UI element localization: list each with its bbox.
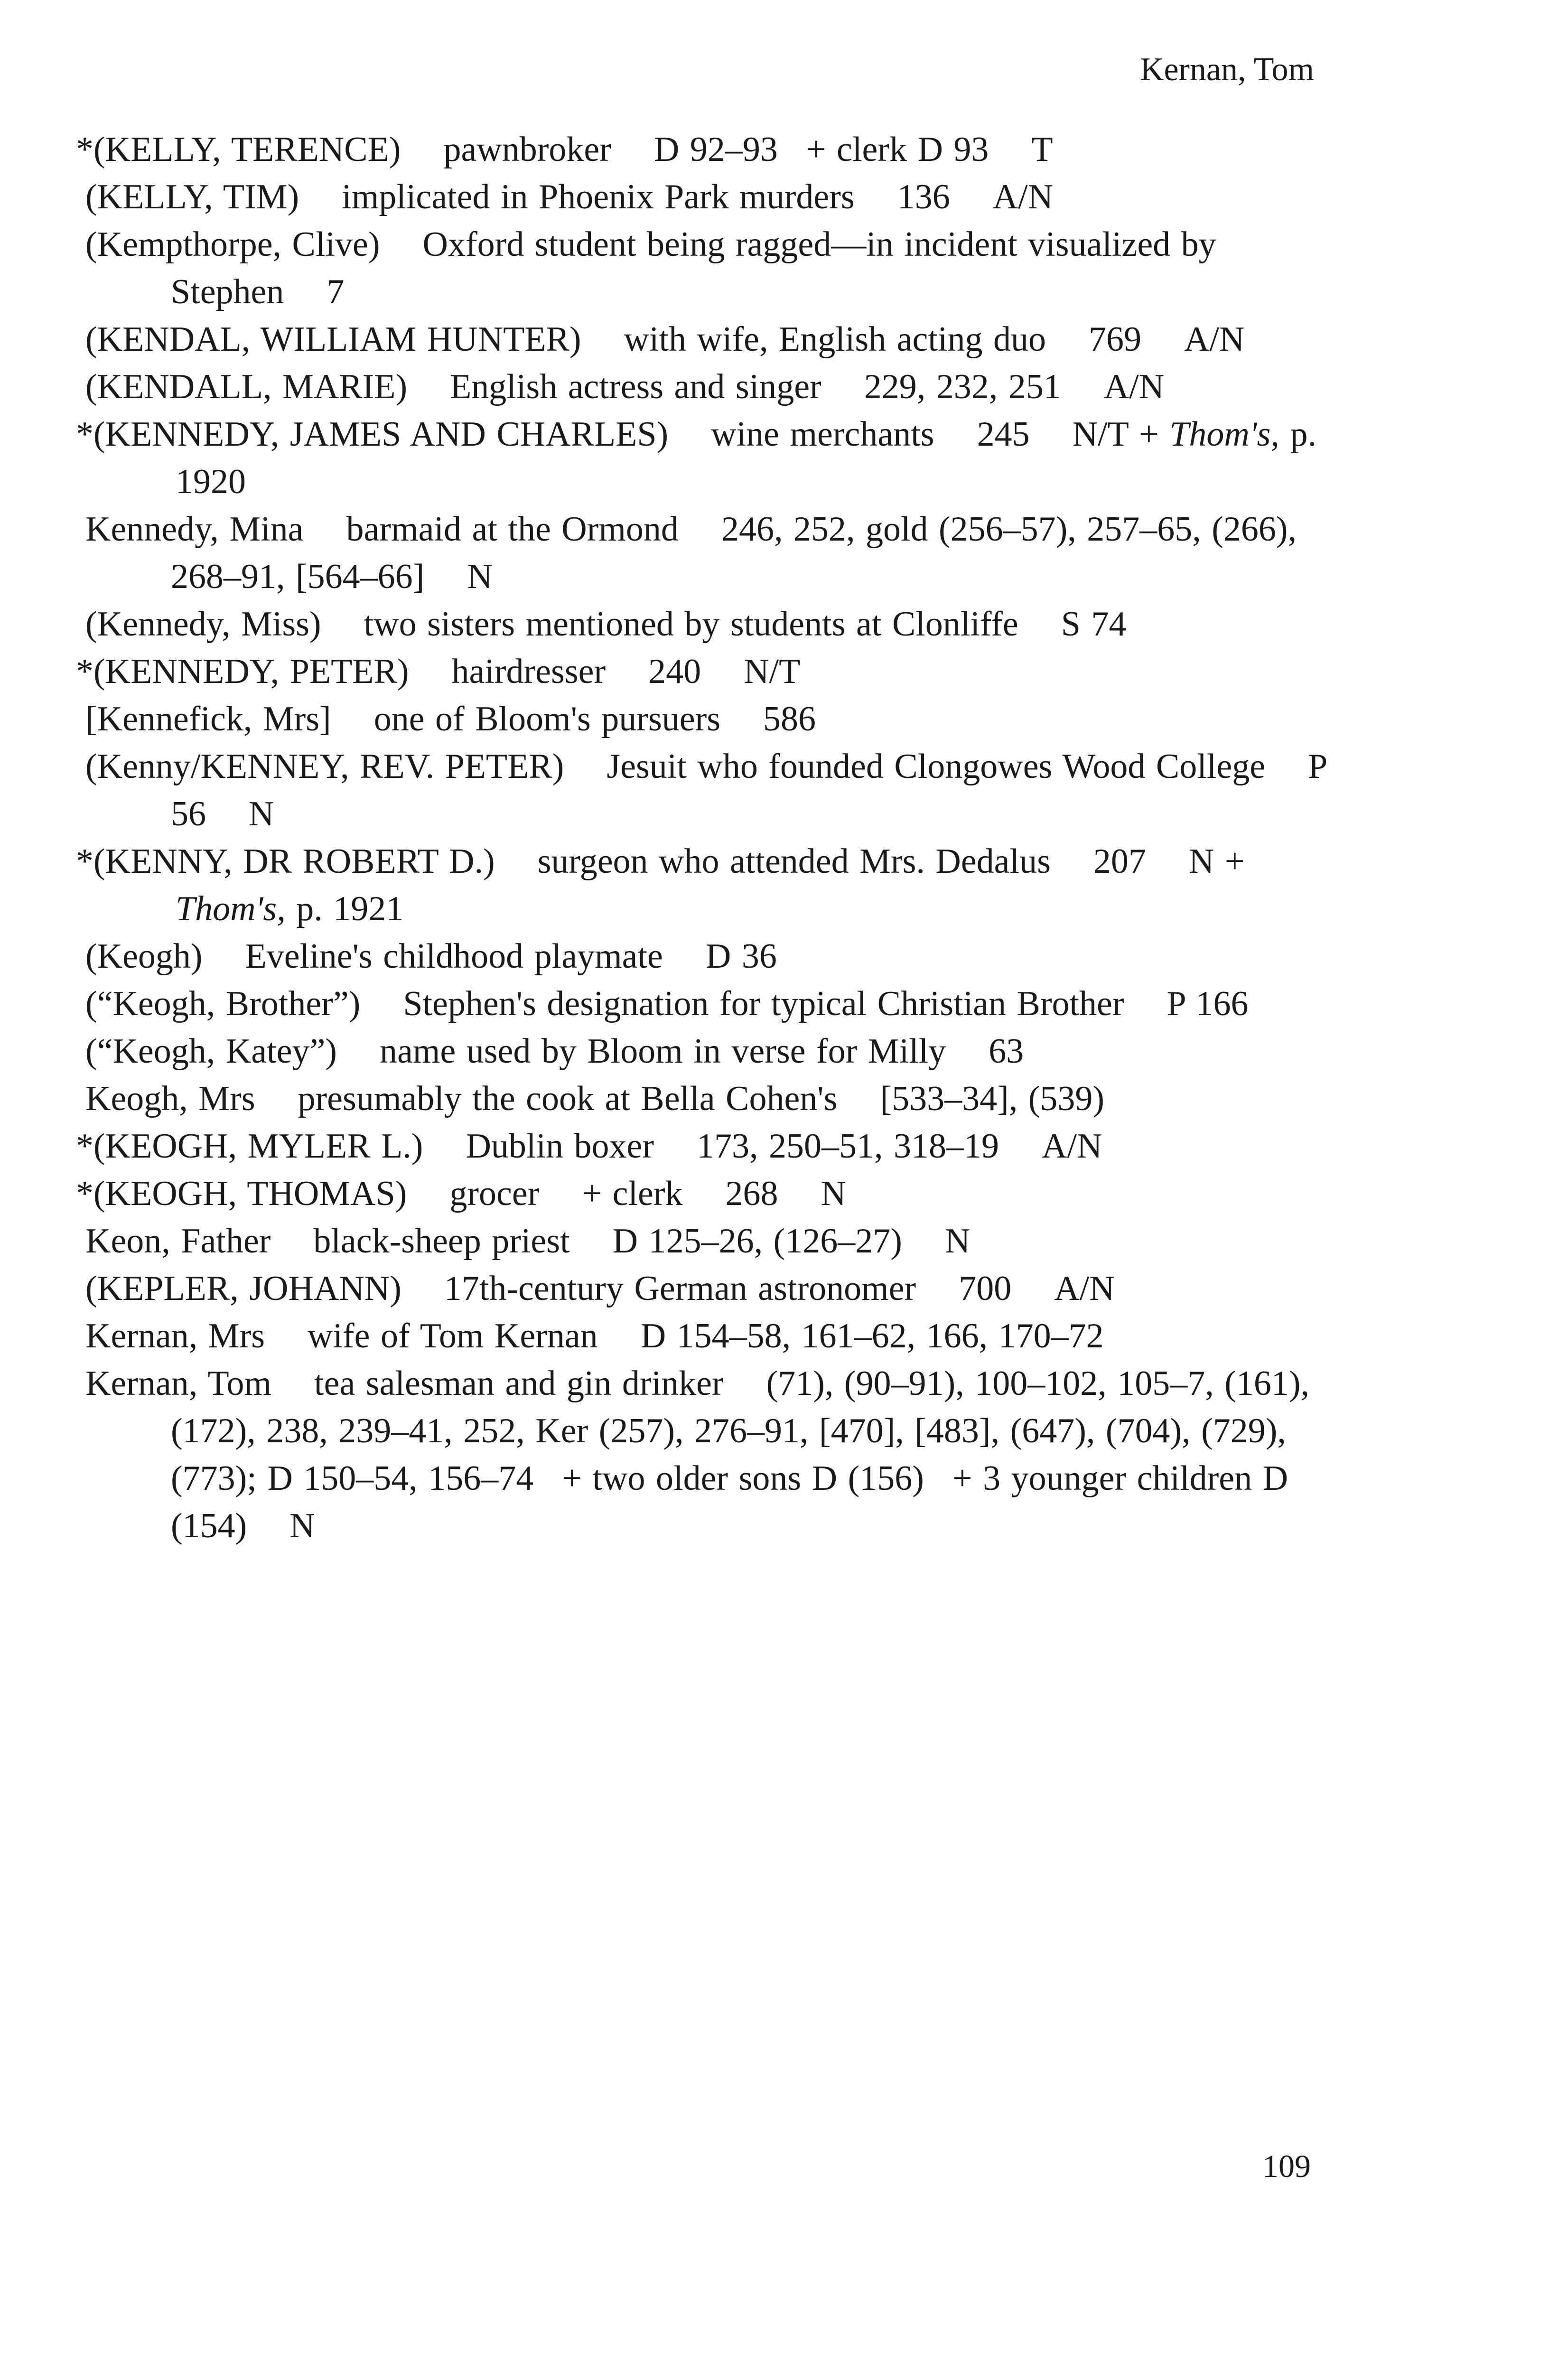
entry-flag: N — [821, 1174, 846, 1213]
entry-name: Keon, Father — [85, 1222, 271, 1261]
entry-flag: N/T — [744, 652, 801, 691]
entry-description: tea salesman and gin drinker — [314, 1364, 724, 1403]
entry-name: (“Keogh, Katey”) — [85, 1032, 337, 1071]
index-entry — [76, 648, 1329, 695]
index-entry — [76, 505, 1329, 600]
entry-flag: A/N — [992, 178, 1054, 216]
entry-references: 240 — [648, 652, 701, 691]
entry-description: one of Bloom's pursuers — [373, 700, 721, 738]
entry-references: P 166 — [1167, 984, 1249, 1023]
entry-references: 246, 252, gold (256–57), 257–65, (266), 268–91, [564–66] — [171, 510, 1297, 596]
entry-name: Kennedy, Mina — [85, 510, 304, 549]
entry-source-page: p. 1920 — [176, 415, 1316, 501]
entry-description: implicated in Phoenix Park murders — [342, 178, 855, 216]
entry-references: 136 — [897, 178, 950, 216]
entry-name: (Keogh) — [85, 937, 203, 976]
entry-flag: T — [1031, 130, 1053, 169]
entry-name: *(KENNY, DR ROBERT D.) — [76, 842, 495, 881]
index-entry — [76, 1075, 1329, 1122]
entry-name: (KEPLER, JOHANN) — [85, 1269, 401, 1308]
entry-name: (Kempthorpe, Clive) — [85, 225, 380, 264]
index-entries — [76, 126, 1329, 1550]
entry-description: with wife, English acting duo — [624, 320, 1046, 359]
entry-flag: N + — [1188, 842, 1245, 881]
entry-name: Keogh, Mrs — [85, 1079, 255, 1118]
index-entry — [76, 1028, 1329, 1075]
entry-name: [Kennefick, Mrs] — [85, 700, 331, 738]
index-entry — [76, 1312, 1329, 1360]
entry-description: barmaid at the Ormond — [346, 510, 679, 549]
entry-name: *(KEOGH, THOMAS) — [76, 1174, 407, 1213]
entry-references: D 36 — [705, 937, 777, 976]
entry-name: (KELLY, TIM) — [85, 178, 299, 216]
entry-flag: N — [944, 1222, 971, 1261]
entry-description: two sisters mentioned by students at Clonliffe — [364, 605, 1018, 644]
entry-flag: A/N — [1103, 367, 1165, 406]
entry-description: wife of Tom Kernan — [308, 1317, 598, 1355]
entry-flag: N — [249, 794, 274, 833]
entry-references: 586 — [763, 700, 816, 738]
entry-description: English actress and singer — [450, 367, 821, 406]
entry-description: wine merchants — [711, 415, 934, 454]
index-entry — [76, 933, 1329, 980]
entry-extra: + clerk D 93 — [806, 130, 989, 169]
entry-references: D 154–58, 161–62, 166, 170–72 — [640, 1317, 1104, 1355]
page-number: 109 — [1262, 2148, 1311, 2184]
entry-description: Eveline's childhood playmate — [245, 937, 663, 976]
index-entry — [76, 1217, 1329, 1265]
entry-extra: 268 — [725, 1174, 778, 1213]
entry-name: (“Keogh, Brother”) — [85, 984, 361, 1023]
entry-source-title: Thom's, — [1169, 415, 1279, 454]
index-entry — [76, 411, 1329, 505]
entry-extra: + 3 younger children D (154) — [171, 1459, 1288, 1545]
index-entry — [76, 126, 1329, 173]
index-entry — [76, 363, 1329, 411]
entry-references: 63 — [989, 1032, 1024, 1071]
entry-description: surgeon who attended Mrs. Dedalus — [537, 842, 1051, 881]
entry-references: [533–34], (539) — [880, 1079, 1105, 1118]
entry-references: 700 — [959, 1269, 1012, 1308]
entry-references: P 56 — [171, 747, 1326, 833]
entry-references: 7 — [327, 272, 345, 311]
entry-references: 173, 250–51, 318–19 — [697, 1127, 999, 1166]
index-entry — [76, 980, 1329, 1028]
entry-references: 769 — [1088, 320, 1141, 359]
entry-name: (KENDAL, WILLIAM HUNTER) — [85, 320, 581, 359]
index-entry — [76, 600, 1329, 648]
entry-references: 245 — [977, 415, 1030, 454]
entry-description: Stephen's designation for typical Christian Brother — [403, 984, 1124, 1023]
entry-references: D 125–26, (126–27) — [612, 1222, 902, 1261]
entry-source-title: Thom's, — [176, 889, 286, 928]
entry-source-page: p. 1921 — [285, 889, 404, 928]
entry-description: Dublin boxer — [466, 1127, 654, 1166]
entry-flag: A/N — [1184, 320, 1245, 359]
index-entry — [76, 221, 1329, 316]
entry-description: pawnbroker — [443, 130, 611, 169]
entry-references: 207 — [1093, 842, 1146, 881]
entry-description: Oxford student being ragged—in incident visualized by Stephen — [171, 225, 1216, 311]
entry-name: (Kenny/KENNEY, REV. PETER) — [85, 747, 564, 786]
entry-extra: + two older sons D (156) — [562, 1459, 924, 1498]
index-entry — [76, 1170, 1329, 1217]
entry-description: 17th-century German astronomer — [444, 1269, 916, 1308]
entry-description: name used by Bloom in verse for Milly — [379, 1032, 946, 1071]
entry-description: Jesuit who founded Clongowes Wood College — [607, 747, 1266, 786]
entry-description: presumably the cook at Bella Cohen's — [298, 1079, 838, 1118]
entry-flag: N/T + — [1072, 415, 1170, 454]
entry-name: *(KENNEDY, JAMES AND CHARLES) — [76, 415, 669, 454]
index-entry — [76, 1360, 1329, 1550]
entry-flag: A/N — [1054, 1269, 1115, 1308]
entry-references: (71), (90–91), 100–102, 105–7, (161), (172), 238, 239–41, 252, Ker (257), 276–91, [470], [483], (647), (704), (729), (773); D 150–54, 156–74 — [171, 1364, 1309, 1498]
entry-name: *(KENNEDY, PETER) — [76, 652, 409, 691]
entry-references: D 92–93 — [653, 130, 778, 169]
index-entry — [76, 695, 1329, 743]
entry-name: *(KEOGH, MYLER L.) — [76, 1127, 423, 1166]
entry-description: grocer — [449, 1174, 540, 1213]
entry-flag: N — [467, 557, 493, 596]
entry-description: hairdresser — [451, 652, 606, 691]
running-head: Kernan, Tom — [1139, 51, 1314, 88]
entry-flag: A/N — [1042, 1127, 1102, 1166]
entry-name: *(KELLY, TERENCE) — [76, 130, 401, 169]
index-entry — [76, 838, 1329, 933]
index-entry — [76, 743, 1329, 838]
entry-references: + clerk — [582, 1174, 683, 1213]
entry-references: S 74 — [1061, 605, 1127, 644]
entry-name: Kernan, Tom — [85, 1364, 272, 1403]
entry-name: Kernan, Mrs — [85, 1317, 265, 1355]
index-entry — [76, 316, 1329, 363]
entry-flag: N — [289, 1506, 315, 1545]
index-entry — [76, 1265, 1329, 1312]
entry-description: black-sheep priest — [313, 1222, 570, 1261]
entry-name: (KENDALL, MARIE) — [85, 367, 408, 406]
index-entry — [76, 173, 1329, 221]
index-entry — [76, 1122, 1329, 1170]
entry-references: 229, 232, 251 — [864, 367, 1061, 406]
entry-name: (Kennedy, Miss) — [85, 605, 321, 644]
